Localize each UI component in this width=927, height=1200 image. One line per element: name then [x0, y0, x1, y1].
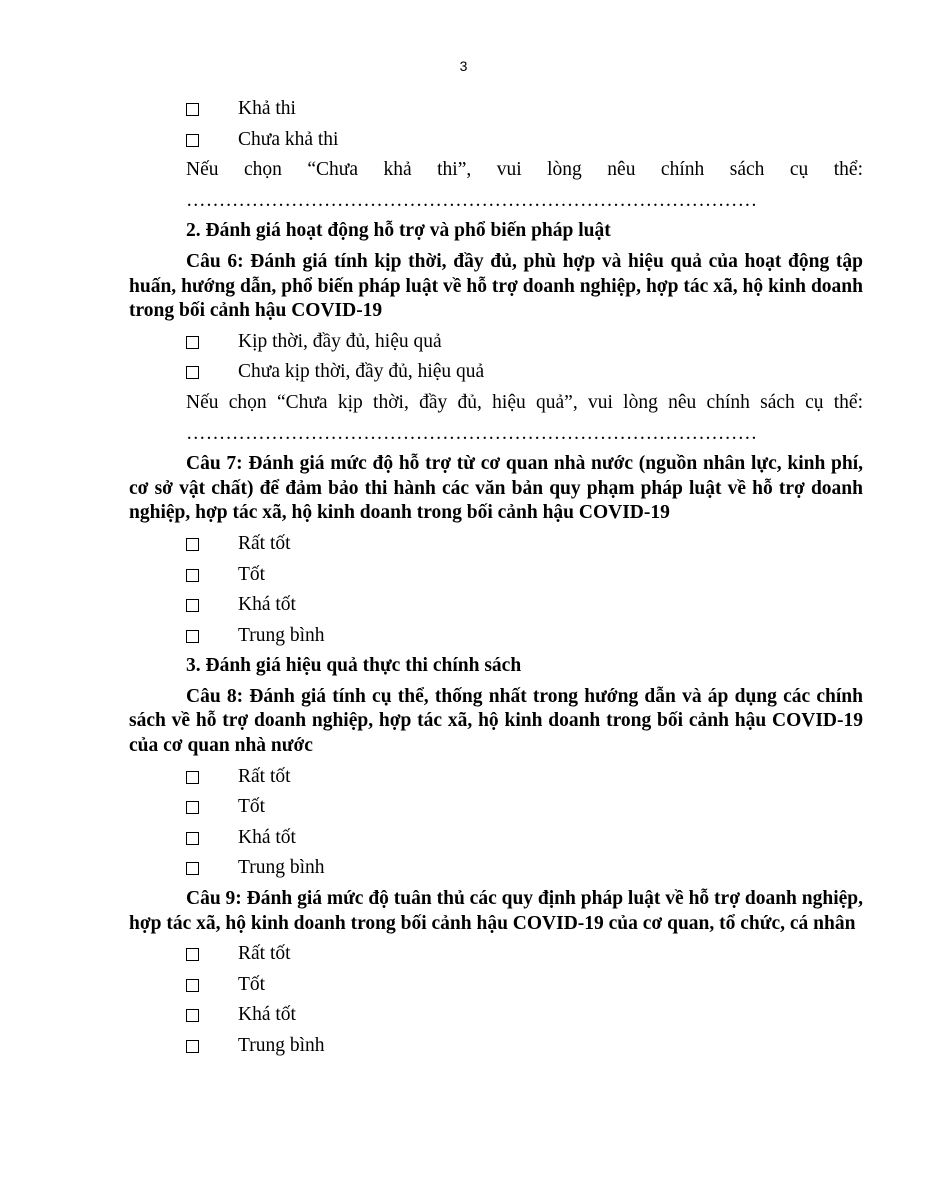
- option-label: Trung bình: [238, 857, 325, 879]
- question-7: Câu 7: Đánh giá mức độ hỗ trợ từ cơ quan nhà nước (nguồn nhân lực, kinh phí, cơ sở vật chất) để đảm bảo thi hành các văn bản quy phạm pháp luật về hỗ trợ doanh nghiệp, hợp tác xã, hộ kinh doanh trong bối cảnh hậu COVID-19: [129, 453, 863, 524]
- q8-option-3[interactable]: [0, 823, 927, 854]
- q9-option-3[interactable]: [0, 1000, 927, 1031]
- checkbox[interactable]: [186, 771, 199, 784]
- option-label: Rất tốt: [238, 765, 291, 787]
- checkbox[interactable]: [186, 630, 199, 643]
- question-9: Câu 9: Đánh giá mức độ tuân thủ các quy định pháp luật về hỗ trợ doanh nghiệp, hợp tác xã, hộ kinh doanh trong bối cảnh hậu COVID-19 của cơ quan, tổ chức, cá nhân: [129, 888, 864, 934]
- q8-option-1[interactable]: [0, 762, 927, 793]
- option-label: Tốt: [238, 796, 266, 818]
- option-label: Chưa kịp thời, đầy đủ, hiệu quả: [238, 361, 485, 383]
- option-feasible[interactable]: [0, 94, 927, 125]
- question-8: Câu 8: Đánh giá tính cụ thể, thống nhất trong hướng dẫn và áp dụng các chính sách về hỗ trợ doanh nghiệp, hợp tác xã, hộ kinh doanh trong bối cảnh hậu COVID-19 của cơ quan nhà nước: [129, 685, 863, 757]
- checkbox[interactable]: [186, 862, 199, 875]
- answer-dots[interactable]: ……………………………………………………………………………: [186, 422, 758, 444]
- checkbox[interactable]: [186, 1009, 199, 1022]
- q9-option-2[interactable]: [0, 970, 927, 1001]
- answer-dots[interactable]: ……………………………………………………………………………: [186, 189, 758, 211]
- checkbox[interactable]: [186, 538, 199, 551]
- option-label: Khả thi: [238, 98, 296, 119]
- q7-option-3[interactable]: [0, 590, 927, 621]
- q9-option-4[interactable]: [0, 1031, 927, 1062]
- checkbox[interactable]: [186, 569, 199, 582]
- checkbox[interactable]: [186, 103, 199, 116]
- section-2-heading: 2. Đánh giá hoạt động hỗ trợ và phổ biến pháp luật: [186, 220, 611, 242]
- checkbox[interactable]: [186, 599, 199, 612]
- checkbox[interactable]: [186, 366, 199, 379]
- option-label: Rất tốt: [238, 532, 291, 554]
- top-note: Nếu chọn “Chưa khả thi”, vui lòng nêu chính sách cụ thể:: [186, 159, 863, 181]
- checkbox[interactable]: [186, 1040, 199, 1053]
- option-label: Khá tốt: [238, 826, 296, 848]
- checkbox[interactable]: [186, 801, 199, 814]
- section-3-heading: 3. Đánh giá hiệu quả thực thi chính sách: [186, 655, 522, 677]
- checkbox[interactable]: [186, 948, 199, 961]
- page-number: 3: [459, 58, 468, 74]
- question-6: Câu 6: Đánh giá tính kịp thời, đầy đủ, phù hợp và hiệu quả của hoạt động tập huấn, hướng dẫn, phổ biến pháp luật về hỗ trợ doanh nghiệp, hợp tác xã, hộ kinh doanh trong bối cảnh hậu COVID-19: [129, 250, 863, 322]
- q7-option-4[interactable]: [0, 621, 927, 652]
- q6-option-2[interactable]: [0, 357, 927, 388]
- q7-option-2[interactable]: [0, 560, 927, 591]
- q9-option-1[interactable]: [0, 939, 927, 970]
- q6-note: Nếu chọn “Chưa kịp thời, đầy đủ, hiệu quả”, vui lòng nêu chính sách cụ thể:: [186, 391, 863, 413]
- survey-content: [0, 94, 927, 1062]
- option-label: Khá tốt: [238, 1004, 296, 1026]
- q8-option-2[interactable]: [0, 792, 927, 823]
- option-label: Khá tốt: [238, 594, 296, 616]
- option-label: Trung bình: [238, 624, 325, 646]
- checkbox[interactable]: [186, 832, 199, 845]
- option-label: Trung bình: [238, 1035, 325, 1056]
- option-label: Tốt: [238, 973, 266, 995]
- option-label: Rất tốt: [238, 943, 291, 965]
- checkbox[interactable]: [186, 134, 199, 147]
- option-label: Kịp thời, đầy đủ, hiệu quả: [238, 330, 442, 352]
- checkbox[interactable]: [186, 336, 199, 349]
- option-not-feasible[interactable]: [0, 125, 927, 156]
- q8-option-4[interactable]: [0, 853, 927, 884]
- option-label: Tốt: [238, 563, 266, 585]
- checkbox[interactable]: [186, 979, 199, 992]
- option-label: Chưa khả thi: [238, 128, 339, 150]
- q6-option-1[interactable]: [0, 327, 927, 358]
- q7-option-1[interactable]: [0, 529, 927, 560]
